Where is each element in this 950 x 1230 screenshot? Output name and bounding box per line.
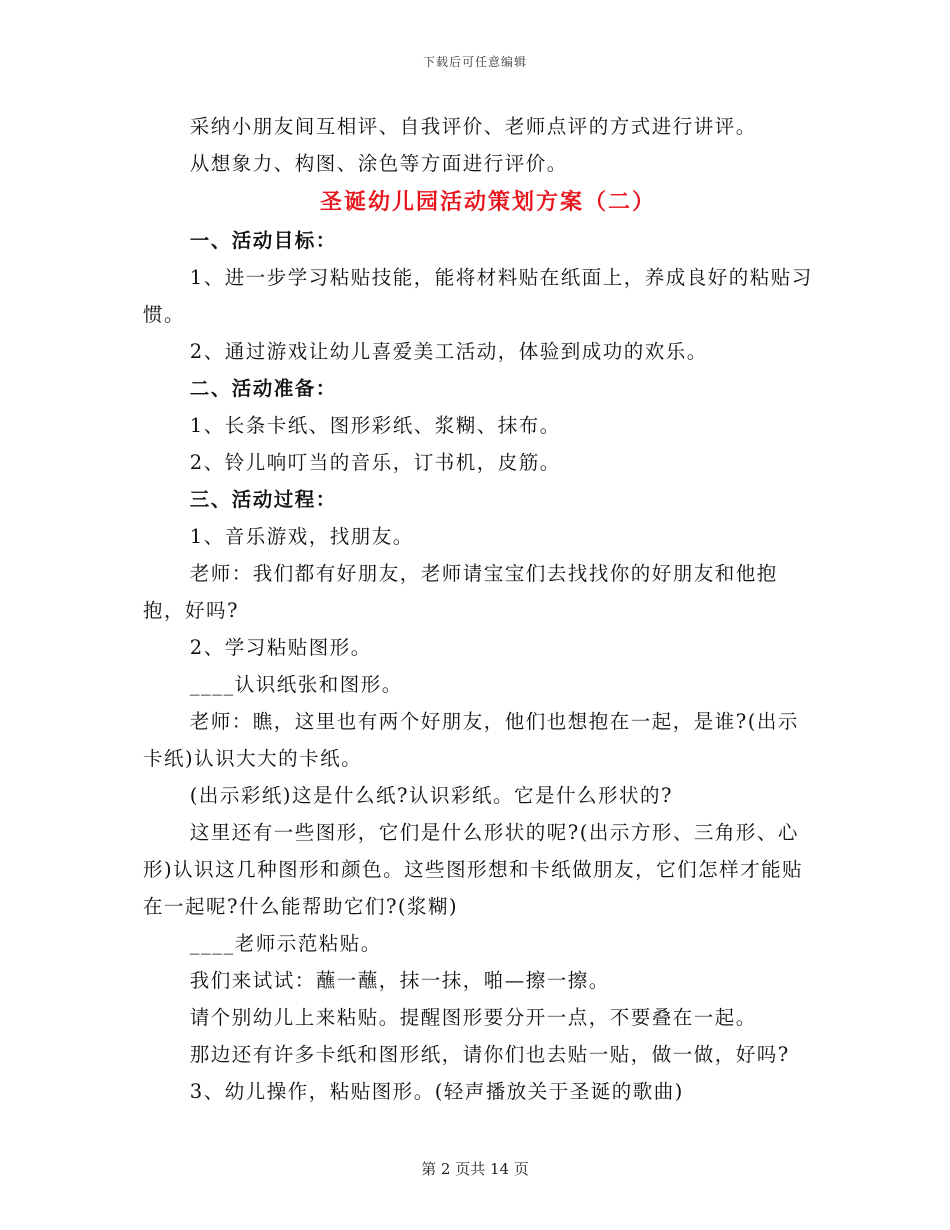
page-header-note: 下载后可任意编辑 xyxy=(422,55,527,69)
paragraph: 2、学习粘贴图形。 xyxy=(189,636,372,659)
paragraph: 我们来试试：蘸一蘸，抹一抹，啪—擦一擦。 xyxy=(189,969,610,992)
paragraph: 这里还有一些图形，它们是什么形状的呢?(出示方形、三角形、心形)认识这几种图形和颜色。这些图形想和卡纸做朋友，它们怎样才能贴在一起呢?什么能帮助它们?(浆糊) xyxy=(143,821,804,918)
section-heading: 一、活动目标： xyxy=(189,229,337,252)
document-title: 圣诞幼儿园活动策划方案（二） xyxy=(319,189,656,215)
document-body xyxy=(143,108,813,1110)
paragraph: 1、音乐游戏，找朋友。 xyxy=(189,525,414,548)
paragraph: 2、铃儿响叮当的音乐，订书机，皮筋。 xyxy=(189,451,561,474)
paragraph: (出示彩纸)这是什么纸?认识彩纸。它是什么形状的? xyxy=(189,784,673,807)
paragraph: 那边还有许多卡纸和图形纸，请你们也去贴一贴，做一做，好吗? xyxy=(189,1043,790,1066)
paragraph: ____认识纸张和图形。 xyxy=(189,673,403,696)
section-heading: 三、活动过程： xyxy=(189,488,337,511)
section-heading: 二、活动准备： xyxy=(189,377,337,400)
paragraph: 采纳小朋友间互相评、自我评价、老师点评的方式进行讲评。 xyxy=(189,115,757,138)
paragraph: 从想象力、构图、涂色等方面进行评价。 xyxy=(189,152,568,175)
paragraph: 老师：我们都有好朋友，老师请宝宝们去找找你的好朋友和他抱抱，好吗? xyxy=(143,562,778,622)
paragraph: 1、进一步学习粘贴技能，能将材料贴在纸面上，养成良好的粘贴习惯。 xyxy=(143,266,813,326)
paragraph: 2、通过游戏让幼儿喜爱美工活动，体验到成功的欢乐。 xyxy=(189,340,708,363)
paragraph: 请个别幼儿上来粘贴。提醒图形要分开一点，不要叠在一起。 xyxy=(189,1006,757,1029)
paragraph: 3、幼儿操作，粘贴图形。(轻声播放关于圣诞的歌曲) xyxy=(189,1080,684,1103)
paragraph: 1、长条卡纸、图形彩纸、浆糊、抹布。 xyxy=(189,414,561,437)
page-number-footer: 第 2 页共 14 页 xyxy=(421,1160,529,1178)
paragraph: ____老师示范粘贴。 xyxy=(189,932,382,955)
paragraph: 老师：瞧，这里也有两个好朋友，他们也想抱在一起，是谁?(出示卡纸)认识大大的卡纸。 xyxy=(143,710,799,770)
